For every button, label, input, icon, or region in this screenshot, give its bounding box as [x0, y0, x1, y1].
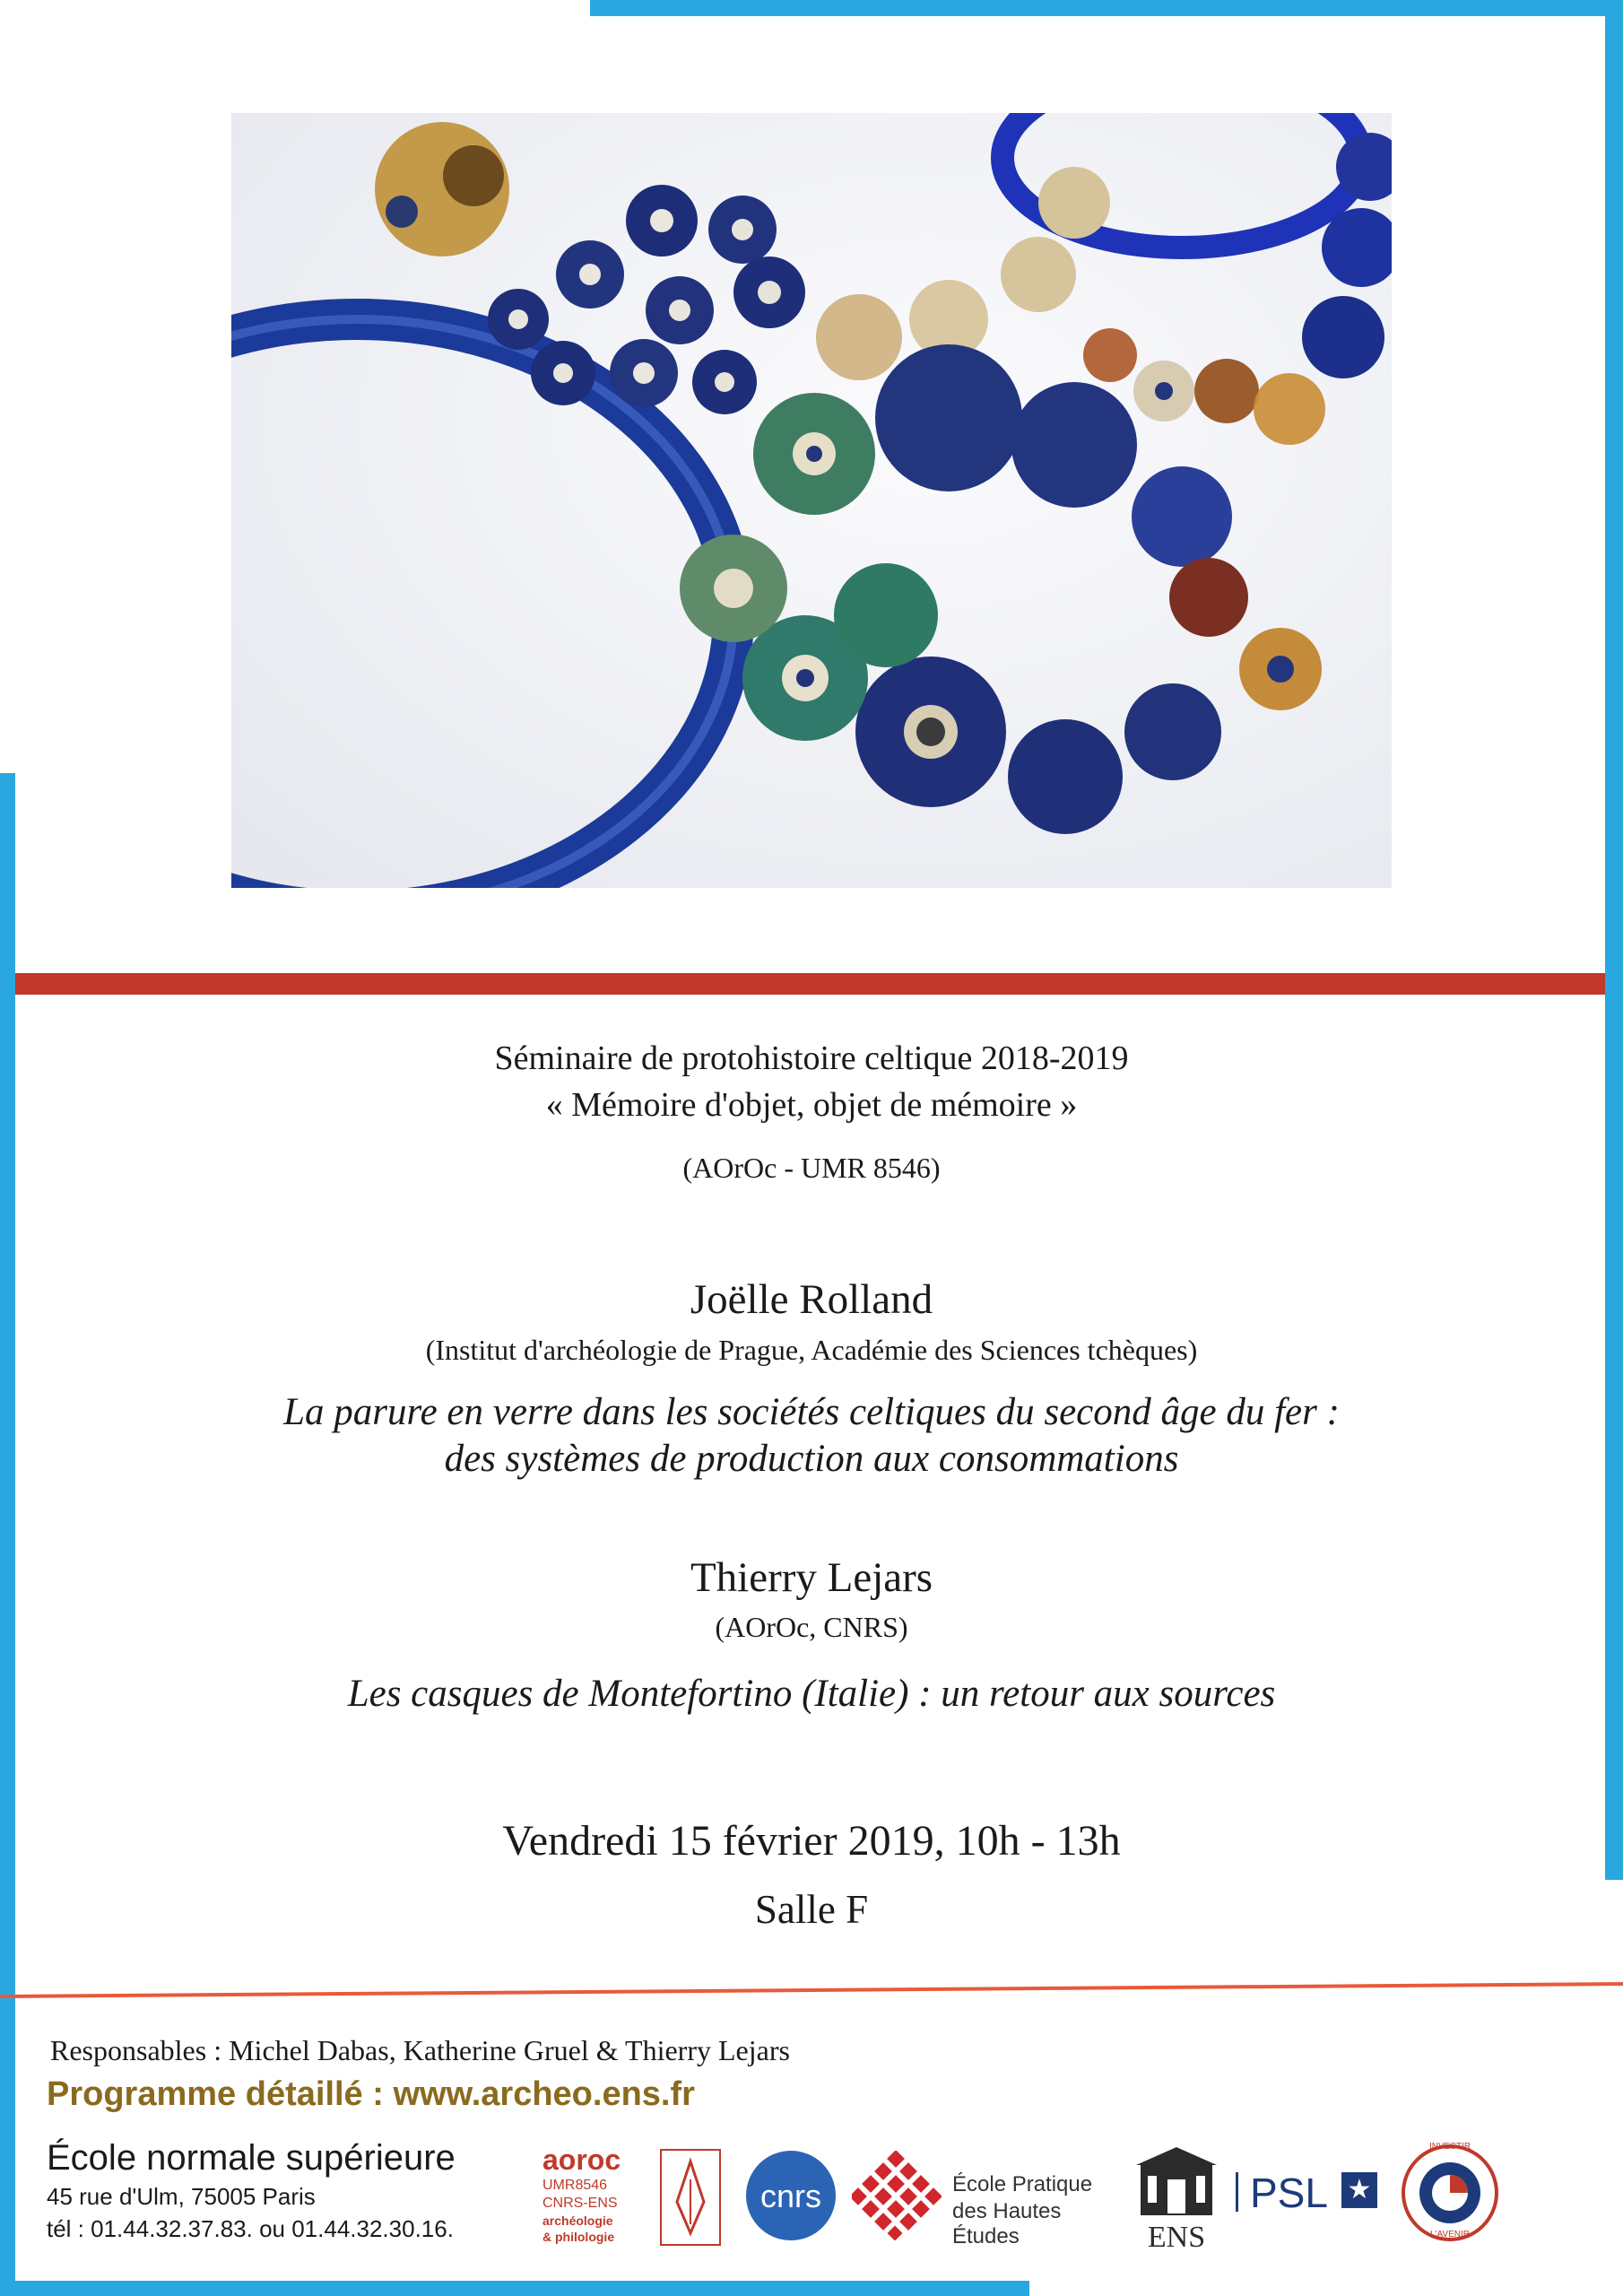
frame-bottom-bar	[0, 2281, 1029, 2296]
aoroc-logo-line-2: CNRS-ENS	[542, 2196, 618, 2211]
responsables-line: Responsables : Michel Dabas, Katherine Gruel & Thierry Lejars	[50, 2034, 790, 2066]
ens-logo-wordmark: ENS	[1147, 2221, 1206, 2254]
school-phone: tél : 01.44.32.37.83. ou 01.44.32.30.16.	[47, 2215, 454, 2242]
ephe-logo-line-1: École Pratique	[952, 2172, 1093, 2196]
cnrs-logo	[746, 2151, 836, 2240]
speaker-1-name: Joëlle Rolland	[690, 1276, 933, 1323]
glass-beads-photo	[231, 113, 1392, 888]
speaker-1-affiliation: (Institut d'archéologie de Prague, Académie des Sciences tchèques)	[425, 1334, 1198, 1366]
speaker-2-name: Thierry Lejars	[690, 1554, 933, 1601]
diamond-grid-icon	[852, 2151, 942, 2240]
investir-avenir-logo	[1401, 2144, 1499, 2242]
event-room: Salle F	[754, 1887, 869, 1932]
aoroc-logo-line-1: UMR8546	[542, 2178, 608, 2193]
ephe-logo	[852, 2144, 1121, 2251]
glass-beads-illustration	[231, 113, 1392, 888]
lab-label: (AOrOc - UMR 8546)	[682, 1152, 941, 1184]
building-facade-icon	[1132, 2145, 1221, 2219]
investir-avenir-seal-icon	[1401, 2144, 1499, 2242]
aoroc-logo-wordmark: aoroc	[542, 2144, 621, 2176]
seminar-theme: « Mémoire d'objet, objet de mémoire »	[545, 1086, 1078, 1124]
aoroc-logo-line-4: & philologie	[542, 2230, 615, 2244]
school-name: École normale supérieure	[47, 2138, 456, 2178]
red-divider	[15, 973, 1605, 995]
event-date: Vendredi 15 février 2019, 10h - 13h	[502, 1817, 1121, 1865]
psl-divider	[1236, 2172, 1238, 2212]
psl-logo-wordmark: PSL	[1250, 2170, 1328, 2216]
investir-bottom-text: L'AVENIR	[1430, 2230, 1470, 2239]
aoroc-logo	[542, 2144, 722, 2251]
speaker-2-talk-line-1: Les casques de Montefortino (Italie) : un retour aux sources	[347, 1673, 1276, 1715]
pen-nib-icon	[659, 2148, 722, 2247]
school-address: 45 rue d'Ulm, 75005 Paris	[47, 2183, 316, 2210]
frame-left-bar	[0, 773, 15, 2296]
cnrs-logo-wordmark: cnrs	[759, 2178, 821, 2214]
speaker-1-talk-line-2: des systèmes de production aux consommations	[444, 1438, 1179, 1480]
psl-logo	[1236, 2163, 1379, 2226]
speaker-2-affiliation: (AOrOc, CNRS)	[715, 1611, 908, 1643]
footer-separator	[0, 1982, 1623, 2000]
seminar-title: Séminaire de protohistoire celtique 2018-2019	[494, 1039, 1129, 1077]
aoroc-logo-line-3: archéologie	[542, 2213, 613, 2228]
programme-link[interactable]: Programme détaillé : www.archeo.ens.fr	[47, 2075, 695, 2113]
star-icon: ★	[1341, 2172, 1377, 2208]
frame-top-bar	[590, 0, 1623, 16]
investir-top-text: INVESTIR	[1428, 2142, 1471, 2152]
speaker-1-talk-line-1: La parure en verre dans les sociétés celtiques du second âge du fer :	[283, 1391, 1340, 1433]
ens-logo	[1132, 2145, 1221, 2257]
ephe-logo-line-2: des Hautes Études	[952, 2199, 1062, 2248]
